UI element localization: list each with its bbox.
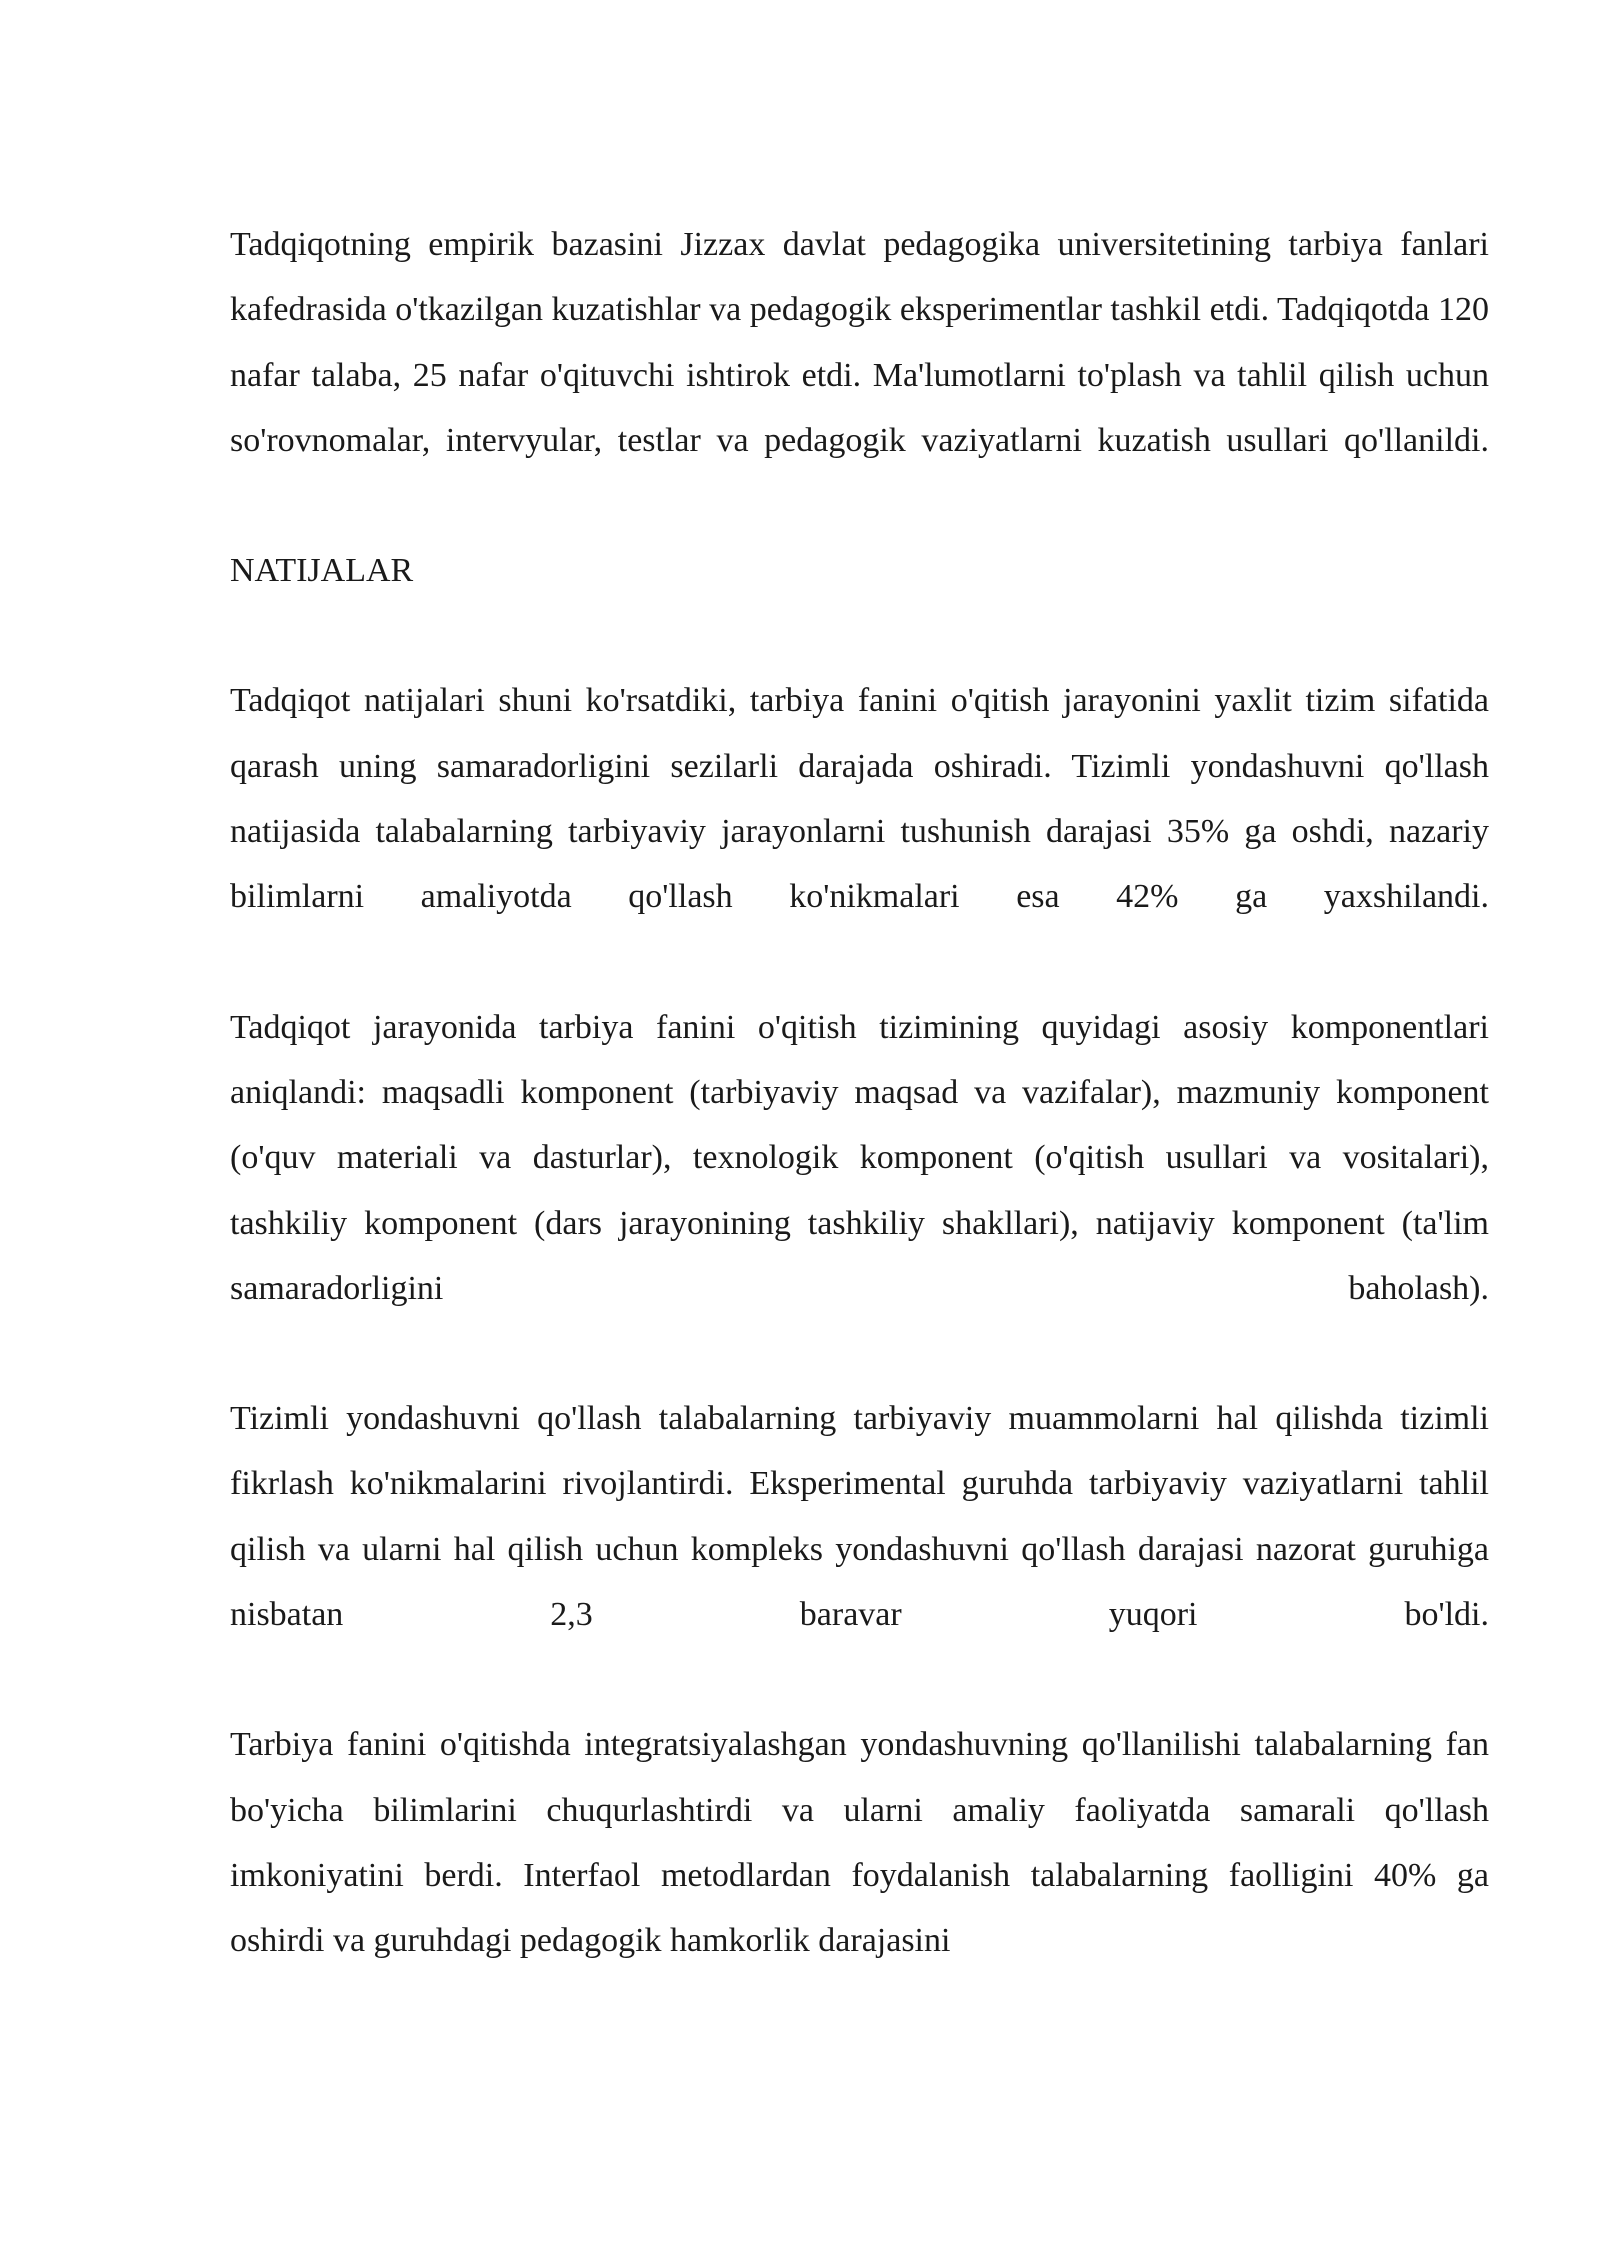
paragraph-integrated-approach: Tarbiya fanini o'qitishda integratsiyalashgan yondashuvning qo'llanilishi talabalarning fan bo'yicha bilimlarini chuqurlashtirdi va ularni amaliy faoliyatda samarali qo'llash imkoniyatini berdi. Interfaol metodlardan foydalanish talabalarning faolligini 40% ga oshirdi va guruhdagi pedagogik hamkorlik darajasini (230, 1726, 1489, 1960)
paragraph-systematic-approach: Tizimli yondashuvni qo'llash talabalarning tarbiyaviy muammolarni hal qilishda tizimli fikrlash ko'nikmalarini rivojlantirdi. Eksperimental guruhda tarbiyaviy vaziyatlarni tahlil qilish va ularni hal qilish uchun kompleks yondashuvni qo'llash darajasi nazorat guruhiga nisbatan 2,3 baravar yuqori bo'ldi. (230, 1400, 1489, 1634)
section-heading-results: NATIJALAR (230, 552, 414, 590)
page-content (230, 212, 1489, 2039)
paragraph-components: Tadqiqot jarayonida tarbiya fanini o'qitish tizimining quyidagi asosiy komponentlari aniqlandi: maqsadli komponent (tarbiyaviy maqsad va vazifalar), mazmuniy komponent (o'quv materiali va dasturlar), texnologik komponent (o'qitish usullari va vositalari), tashkiliy komponent (dars jarayonining tashkiliy shakllari), natijaviy komponent (ta'lim samaradorligini baholash). (230, 1008, 1489, 1307)
paragraph-methodology: Tadqiqotning empirik bazasini Jizzax davlat pedagogika universitetining tarbiya fanlari kafedrasida o'tkazilgan kuzatishlar va pedagogik eksperimentlar tashkil etdi. Tadqiqotda 120 nafar talaba, 25 nafar o'qituvchi ishtirok etdi. Ma'lumotlarni to'plash va tahlil qilish uchun so'rovnomalar, intervyular, testlar va pedagogik vaziyatlarni kuzatish usullari qo'llanildi. (230, 226, 1489, 459)
paragraph-results-summary: Tadqiqot natijalari shuni ko'rsatdiki, tarbiya fanini o'qitish jarayonini yaxlit tizim sifatida qarash uning samaradorligini sezilarli darajada oshiradi. Tizimli yondashuvni qo'llash natijasida talabalarning tarbiyaviy jarayonlarni tushunish darajasi 35% ga oshdi, nazariy bilimlarni amaliyotda qo'llash ko'nikmalari esa 42% ga yaxshilandi. (230, 682, 1489, 916)
